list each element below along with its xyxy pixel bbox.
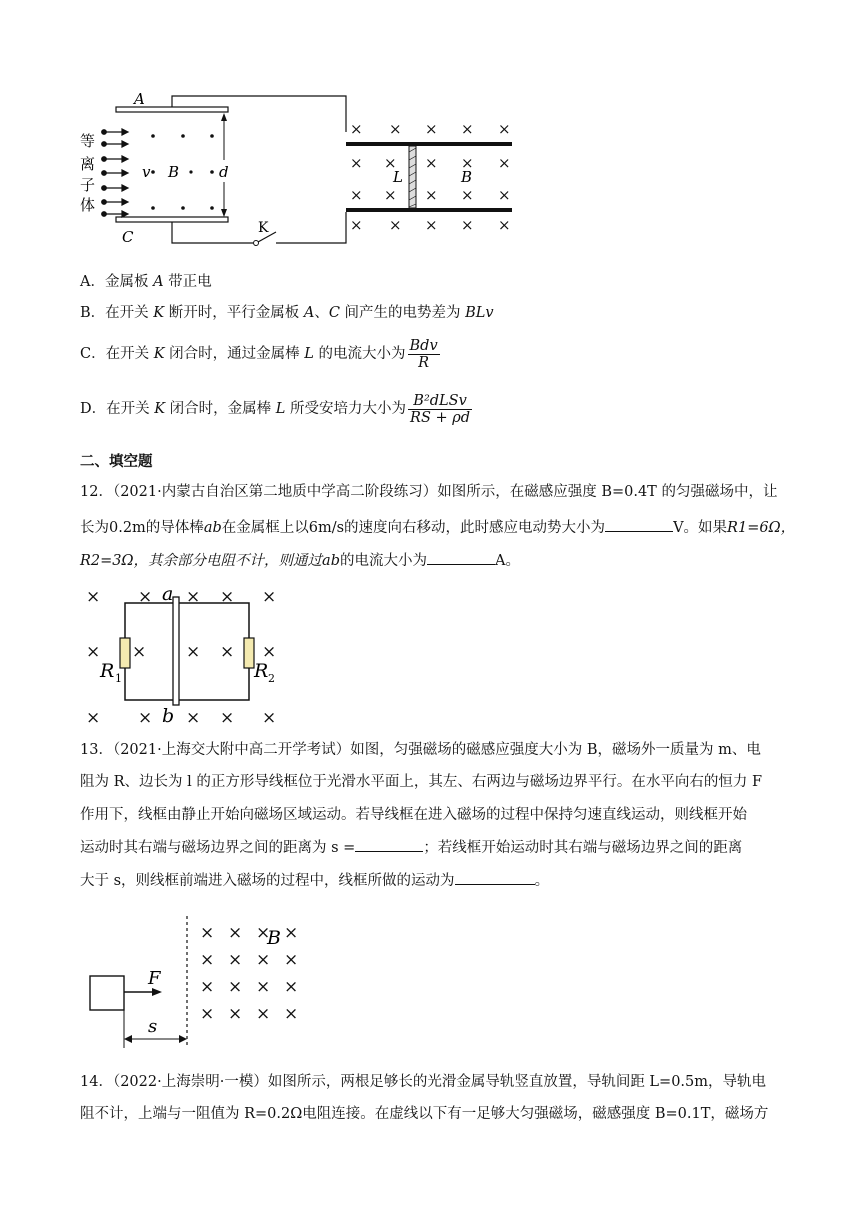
rail-bottom [346,208,512,212]
field-cross: × [228,977,243,997]
q13-line5: 大于 s，则线框前端进入磁场的过程中，线框所做的运动为 。 [80,870,780,891]
svg-text:体: 体 [80,196,96,214]
field-cross: × [425,186,438,204]
field-cross: × [498,186,511,204]
q13-field-crosses [200,923,298,1024]
field-cross: × [256,977,271,997]
svg-text:等: 等 [80,132,96,150]
answer-blank-motion[interactable] [455,870,535,885]
field-cross: × [284,950,299,970]
label-B2: B [461,168,473,186]
label-B: B [168,163,180,181]
option-b: B．在开关 K 断开时，平行金属板 A、C 间产生的电势差为 BLv [80,305,494,321]
field-dots [151,134,214,210]
q13-line1: 13．（2021·上海交大附中高二开学考试）如图，匀强磁场的磁感应强度大小为 B，磁场外一质量为 m、电 [80,742,761,758]
field-cross: × [228,1004,243,1024]
field-cross: × [186,642,201,662]
field-cross: × [425,120,438,138]
field-cross: × [425,216,438,234]
field-cross: × [461,186,474,204]
field-cross: × [284,977,299,997]
q13-line2: 阻为 R、边长为 l 的正方形导线框位于光滑水平面上，其左、右两边与磁场边界平行。在水平向右的恒力 F [80,774,763,790]
field-cross: × [461,216,474,234]
field-cross: × [284,1004,299,1024]
field-cross: × [256,923,271,943]
field-cross: × [350,154,363,172]
field-cross: × [86,642,101,662]
option-a: A．金属板 A 带正电 [80,274,212,290]
field-cross: × [461,154,474,172]
label-F: F [148,968,161,989]
field-cross: × [389,216,402,234]
field-cross: × [425,154,438,172]
label-b: b [162,705,175,727]
resistor-R2 [244,638,254,668]
svg-text:2: 2 [268,672,275,685]
label-a: a [162,583,174,605]
answer-blank-distance[interactable] [355,837,423,852]
field-cross: × [186,587,201,607]
svg-text:子: 子 [80,176,96,194]
section-title: 二、填空题 [80,454,153,470]
field-cross: × [384,154,397,172]
plasma-arrows [102,129,128,217]
field-cross: × [86,587,101,607]
resistor-R1 [120,638,130,668]
label-s: s [148,1016,158,1037]
field-cross: × [389,120,402,138]
field-cross: × [498,154,511,172]
field-cross: × [262,587,277,607]
q14-line1: 14．（2022·上海崇明·一模）如图所示，两根足够长的光滑金属导轨竖直放置，导轨间距 L=0.5m，导轨电 [80,1074,767,1090]
field-cross: × [256,1004,271,1024]
label-K: K [258,220,269,236]
plate-A [116,107,228,112]
q11-figure [78,90,528,260]
svg-text:离: 离 [80,155,96,173]
label-C: C [122,228,134,246]
q12-figure [80,582,300,727]
field-cross: × [228,923,243,943]
label-v: v [142,163,151,181]
svg-text:1: 1 [115,672,122,685]
field-cross: × [498,120,511,138]
option-c: C．在开关 K 闭合时，通过金属棒 L 的电流大小为 $\frac{\text{Bdv}}{R}$ [80,337,438,371]
rod-ab [173,597,179,705]
current-fraction: $\frac{\text{Bdv}}{R}$ [409,337,438,371]
field-cross: × [200,977,215,997]
field-cross: × [200,923,215,943]
field-cross: × [220,642,235,662]
answer-blank-current[interactable] [427,550,495,565]
field-cross: × [86,708,101,727]
label-B: B [267,927,281,949]
label-A: A [134,90,145,108]
field-cross: × [220,708,235,727]
field-cross: × [132,642,147,662]
force-fraction: $\frac{\text{B²dLSv}}{RS + \rho d}$ [410,392,471,426]
field-cross: × [138,587,153,607]
field-cross: × [461,120,474,138]
label-R2: R [254,660,269,682]
field-cross: × [284,923,299,943]
q12-line2: 长为0.2m的导体棒ab在金属框上以6m/s的速度向右移动，此时感应电动势大小为 V。如果R1=6Ω， [80,517,780,538]
q12-line1: 12．（2021·内蒙古自治区第二地质中学高二阶段练习）如图所示，在磁感应强度 B=0.4T 的匀强磁场中，让 [80,484,778,500]
rod-L [409,146,416,208]
field-cross: × [220,587,235,607]
field-cross: × [262,708,277,727]
label-L: L [393,168,403,186]
option-d: D．在开关 K 闭合时，金属棒 L 所受安培力大小为 $\frac{\text{B²dLSv}}{RS + \rho d}$ [80,392,471,426]
rail-field-crosses [350,120,511,234]
field-cross: × [138,708,153,727]
label-d: d [219,163,229,181]
field-cross: × [384,186,397,204]
q12-line3: R2=3Ω，其余部分电阻不计，则通过ab的电流大小为 A。 [80,550,780,571]
field-cross: × [200,1004,215,1024]
field-cross: × [228,950,243,970]
field-cross: × [498,216,511,234]
field-cross: × [350,216,363,234]
square-loop [90,976,124,1010]
q13-line3: 作用下，线框由静止开始向磁场区域运动。若导线框在进入磁场的过程中保持匀速直线运动，则线框开始 [80,807,747,823]
field-cross: × [350,186,363,204]
field-cross: × [186,708,201,727]
field-cross: × [200,950,215,970]
label-R1: R [100,660,115,682]
rail-top [346,142,512,146]
q13-line4: 运动时其右端与磁场边界之间的距离为 s = ；若线框开始运动时其右端与磁场边界之间的距离 [80,837,780,858]
field-cross: × [256,950,271,970]
field-cross: × [350,120,363,138]
field-cross: × [262,642,277,662]
answer-blank-emf[interactable] [605,517,673,532]
q14-line2: 阻不计，上端与一阻值为 R=0.2Ω电阻连接。在虚线以下有一足够大匀强磁场，磁感强度 B=0.1T，磁场方 [80,1106,769,1122]
q13-figure [80,912,320,1054]
plate-C [116,217,228,222]
